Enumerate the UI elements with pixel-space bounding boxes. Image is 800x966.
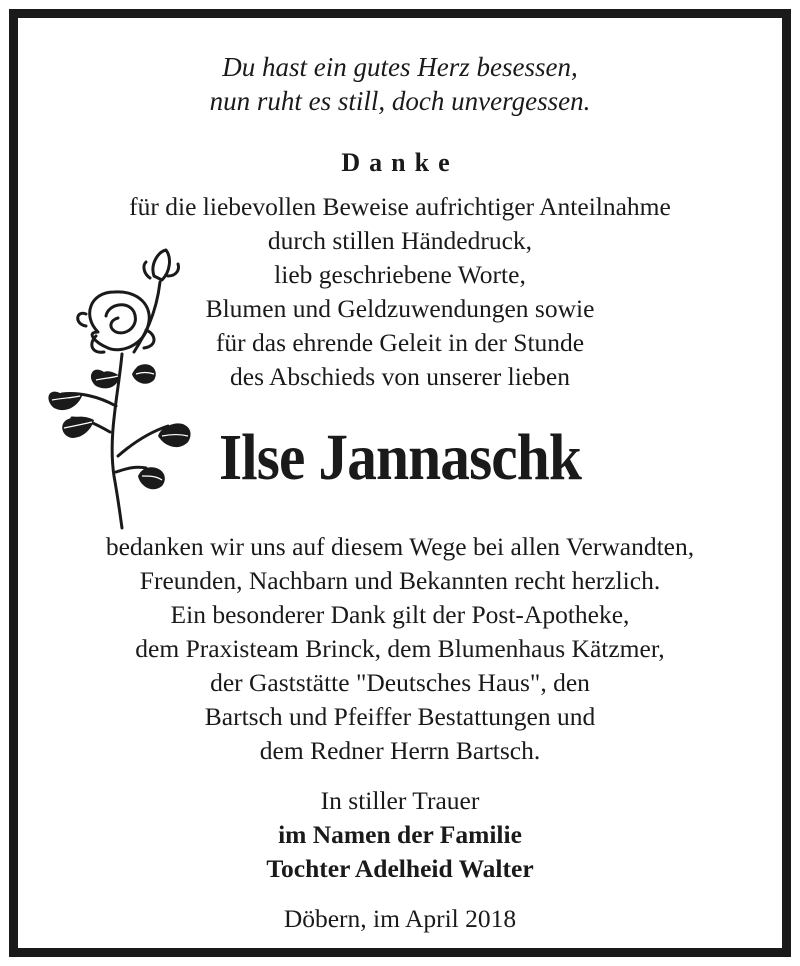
intro-line: für das ehrende Geleit in der Stunde [215,328,585,357]
thanks-line: der Gaststätte "Deutsches Haus", den [210,668,590,697]
signature-family: im Namen der Familie [278,820,522,849]
heading-danke: Danke [341,148,459,177]
intro-line: des Abschieds von unserer lieben [230,362,570,391]
deceased-name: Ilse Jannaschk [218,421,582,494]
thanks-line: dem Praxisteam Brinck, dem Blumenhaus Kätzmer, [135,634,665,663]
intro-line: Blumen und Geldzuwendungen sowie [205,294,595,323]
signature-name: Tochter Adelheid Walter [266,854,534,883]
signature-intro: In stiller Trauer [320,786,480,815]
thanks-line: dem Redner Herrn Bartsch. [259,736,541,765]
intro-line: durch stillen Händedruck, [267,226,533,255]
thanks-line: Freunden, Nachbarn und Bekannten recht herzlich. [139,566,661,595]
obituary-card [9,9,791,957]
intro-line: für die liebevollen Beweise aufrichtiger Anteilnahme [129,192,671,221]
thanks-line: Ein besonderer Dank gilt der Post-Apotheke, [170,600,630,629]
place-date: Döbern, im April 2018 [283,904,517,933]
motto-line-2: nun ruht es still, doch unvergessen. [209,86,591,116]
motto-line-1: Du hast ein gutes Herz besessen, [222,52,578,82]
thanks-line: Bartsch und Pfeiffer Bestattungen und [204,702,596,731]
intro-line: lieb geschriebene Worte, [274,260,526,289]
thanks-line: bedanken wir uns auf diesem Wege bei allen Verwandten, [105,532,695,561]
